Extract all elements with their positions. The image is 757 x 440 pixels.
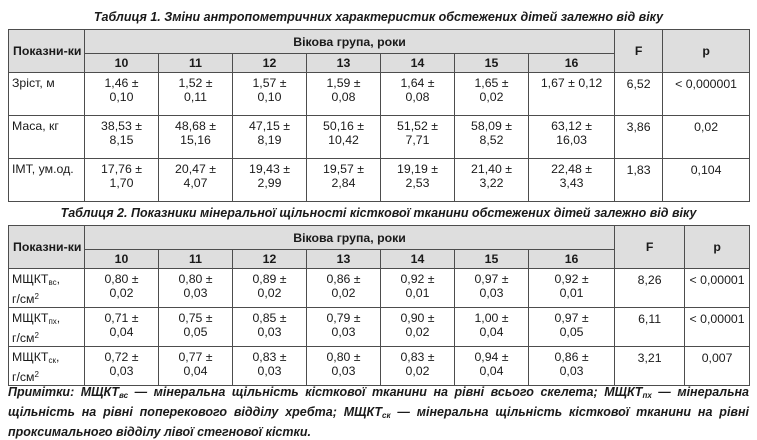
- row-label-line2: [12, 368, 84, 384]
- note-prefix: Примітки:: [8, 385, 81, 399]
- table2-group-header: Вікова група, роки: [85, 226, 615, 250]
- table1-age-cell: 10: [85, 54, 159, 73]
- table2-age-cell: 14: [381, 250, 455, 269]
- value-mean: 0,80 ±: [178, 272, 213, 286]
- value-sd: 0,02: [479, 90, 504, 104]
- value-sd: 7,71: [405, 133, 430, 147]
- row-label-line1: [12, 311, 84, 329]
- value-sd: 0,04: [479, 364, 504, 378]
- value-sd: 8,15: [109, 133, 134, 147]
- value-sd: 8,52: [479, 133, 504, 147]
- value-mean: 0,94 ±: [474, 350, 509, 364]
- table1-value-cell: [307, 159, 381, 202]
- value-mean: 0,86 ±: [554, 350, 589, 364]
- table2-value-cell: [233, 347, 307, 386]
- table2-value-cell: [233, 269, 307, 308]
- row-label-sub: пх: [48, 317, 57, 326]
- value-sd: [529, 90, 614, 104]
- table1-value-cell: [307, 73, 381, 116]
- table2-value-cell: [233, 308, 307, 347]
- table1-f-header: F: [615, 30, 663, 73]
- table2-row: [9, 308, 750, 347]
- table2-header-row: [9, 226, 750, 250]
- table2-p-cell: 0,007: [685, 347, 750, 386]
- table2-caption: Таблиця 2. Показники мінеральної щільності кісткової тканини обстежених дітей залежно від віку: [60, 206, 697, 220]
- value-mean: 1,59 ±: [326, 76, 361, 90]
- table1-p-cell: < 0,000001: [663, 73, 750, 116]
- value-sd: 0,08: [405, 90, 430, 104]
- row-label-sup: 2: [34, 370, 39, 379]
- value-sd: 0,02: [257, 286, 282, 300]
- value-mean: 19,43 ±: [249, 162, 290, 176]
- value-sd: 0,11: [183, 90, 208, 104]
- table2-value-cell: [307, 347, 381, 386]
- table2-value-cell: [381, 347, 455, 386]
- table2-value-cell: [307, 269, 381, 308]
- table1-value-cell: [307, 116, 381, 159]
- table2-f-cell: 6,11: [615, 308, 685, 347]
- table1-f-cell: 6,52: [615, 73, 663, 116]
- table2-value-cell: [159, 308, 233, 347]
- table1-age-cell: 12: [233, 54, 307, 73]
- table1-value-cell: [529, 159, 615, 202]
- row-label-unit: г/см: [12, 331, 35, 345]
- value-sd: 8,19: [257, 133, 282, 147]
- value-sd: 0,10: [257, 90, 282, 104]
- table1-value-cell: [159, 159, 233, 202]
- value-sd: 0,03: [257, 364, 282, 378]
- note-sub2: пх: [642, 391, 652, 400]
- table1-row-label: Зріст, м: [9, 73, 85, 116]
- value-mean: 0,80 ±: [326, 350, 361, 364]
- value-sd: 0,03: [109, 364, 134, 378]
- value-mean: 1,57 ±: [252, 76, 287, 90]
- row-label-main: МЩКТ: [12, 311, 49, 325]
- note-sub3: ск: [382, 411, 391, 420]
- table1-value-cell: [381, 73, 455, 116]
- table2-value-cell: [159, 347, 233, 386]
- row-label-line2: [12, 290, 84, 306]
- value-mean: 38,53 ±: [101, 119, 142, 133]
- table1-value-cell: [381, 159, 455, 202]
- value-mean: 0,83 ±: [252, 350, 287, 364]
- value-sd: 0,03: [559, 364, 584, 378]
- value-mean: 1,64 ±: [400, 76, 435, 90]
- value-sd: 10,42: [328, 133, 359, 147]
- table1-value-cell: [381, 116, 455, 159]
- table2-row-label: [9, 308, 85, 347]
- value-mean: 1,46 ±: [104, 76, 139, 90]
- value-sd: 16,03: [556, 133, 587, 147]
- table1-row: [9, 116, 750, 159]
- table1-caption: Таблиця 1. Зміни антропометричних характеристик обстежених дітей залежно від віку: [93, 10, 664, 24]
- table1-age-cell: 11: [159, 54, 233, 73]
- value-mean: 0,71 ±: [104, 311, 139, 325]
- value-sd: 0,05: [559, 325, 584, 339]
- table2-value-cell: [85, 269, 159, 308]
- table2-value-cell: [529, 269, 615, 308]
- table1-f-cell: 3,86: [615, 116, 663, 159]
- value-sd: 0,02: [331, 286, 356, 300]
- table1-value-cell: [233, 159, 307, 202]
- value-mean: 0,92 ±: [400, 272, 435, 286]
- value-mean: 51,52 ±: [397, 119, 438, 133]
- value-mean: 0,75 ±: [178, 311, 213, 325]
- table1-indicator-header: Показни-ки: [9, 30, 85, 73]
- table1-f-cell: 1,83: [615, 159, 663, 202]
- value-sd: 0,04: [479, 325, 504, 339]
- row-label-line1: [12, 350, 84, 368]
- table1-p-cell: 0,02: [663, 116, 750, 159]
- row-label-main: МЩКТ: [12, 350, 49, 364]
- value-sd: 2,53: [405, 176, 430, 190]
- table1-value-cell: [159, 73, 233, 116]
- value-sd: 2,99: [257, 176, 282, 190]
- value-mean: 21,40 ±: [471, 162, 512, 176]
- table1-age-cell: 13: [307, 54, 381, 73]
- value-mean: 1,52 ±: [178, 76, 213, 90]
- note-term1: МЩКТ: [80, 385, 120, 399]
- value-mean: 0,83 ±: [400, 350, 435, 364]
- value-mean: 0,77 ±: [178, 350, 213, 364]
- value-mean: 1,67 ± 0,12: [540, 76, 603, 90]
- value-sd: 0,03: [183, 286, 208, 300]
- value-sd: 0,02: [109, 286, 134, 300]
- table2-p-cell: < 0,00001: [685, 308, 750, 347]
- value-mean: 1,00 ±: [474, 311, 509, 325]
- table1-value-cell: [233, 73, 307, 116]
- table2-age-cell: 16: [529, 250, 615, 269]
- table1-header-row: [9, 30, 750, 54]
- table2-value-cell: [455, 347, 529, 386]
- value-sd: 0,04: [109, 325, 134, 339]
- value-mean: 58,09 ±: [471, 119, 512, 133]
- table2-f-cell: 8,26: [615, 269, 685, 308]
- value-sd: 0,02: [405, 325, 430, 339]
- table2-p-cell: < 0,00001: [685, 269, 750, 308]
- value-mean: 0,89 ±: [252, 272, 287, 286]
- row-label-unit: г/см: [12, 370, 35, 384]
- row-label-line1: [12, 272, 84, 290]
- value-sd: 0,03: [479, 286, 504, 300]
- table2-age-cell: 11: [159, 250, 233, 269]
- table1-value-cell: [529, 73, 615, 116]
- value-sd: 0,10: [109, 90, 134, 104]
- table2-value-cell: [85, 308, 159, 347]
- value-mean: 19,57 ±: [323, 162, 364, 176]
- table1-value-cell: [529, 116, 615, 159]
- table2-indicator-header: Показни-ки: [9, 226, 85, 269]
- value-sd: 0,04: [183, 364, 208, 378]
- table1-value-cell: [233, 116, 307, 159]
- table2-row: [9, 269, 750, 308]
- value-mean: 0,80 ±: [104, 272, 139, 286]
- value-mean: 20,47 ±: [175, 162, 216, 176]
- table2-row-label: [9, 269, 85, 308]
- table1-value-cell: [85, 73, 159, 116]
- table1-value-cell: [455, 116, 529, 159]
- value-mean: 0,79 ±: [326, 311, 361, 325]
- row-label-main: МЩКТ: [12, 272, 49, 286]
- value-mean: 0,90 ±: [400, 311, 435, 325]
- value-mean: 48,68 ±: [175, 119, 216, 133]
- table2-age-cell: 10: [85, 250, 159, 269]
- table2-row-label: [9, 347, 85, 386]
- table1-value-cell: [85, 159, 159, 202]
- table1-age-cell: 16: [529, 54, 615, 73]
- table2-p-header: p: [685, 226, 750, 269]
- row-label-line2: [12, 329, 84, 345]
- note-sub1: вс: [119, 391, 129, 400]
- note-term3: МЩКТ: [343, 405, 383, 419]
- table-notes: [8, 384, 749, 440]
- table1-anthropometric: [8, 29, 750, 202]
- note-def2: — мінеральна щільність на рівні поперекового відділу хребта;: [8, 385, 750, 419]
- value-mean: 19,19 ±: [397, 162, 438, 176]
- table1-p-header: p: [663, 30, 750, 73]
- table1-row: [9, 159, 750, 202]
- table1-value-cell: [85, 116, 159, 159]
- row-label-sub: вс: [48, 278, 57, 287]
- row-label-tail: ,: [56, 311, 61, 325]
- value-sd: 0,03: [331, 364, 356, 378]
- value-sd: 0,03: [331, 325, 356, 339]
- value-sd: 0,01: [405, 286, 430, 300]
- note-def1: — мінеральна щільність кісткової тканини на рівні всього скелета;: [128, 385, 605, 399]
- value-sd: 0,03: [257, 325, 282, 339]
- value-mean: 22,48 ±: [551, 162, 593, 176]
- value-sd: 0,05: [183, 325, 208, 339]
- table1-age-cell: 14: [381, 54, 455, 73]
- table2-value-cell: [307, 308, 381, 347]
- value-sd: 4,07: [183, 176, 208, 190]
- value-mean: 0,92 ±: [554, 272, 589, 286]
- value-sd: 3,43: [559, 176, 584, 190]
- table2-value-cell: [529, 347, 615, 386]
- table2-value-cell: [529, 308, 615, 347]
- table2-f-cell: 3,21: [615, 347, 685, 386]
- note-term2: МЩКТ: [604, 385, 643, 399]
- table1-value-cell: [455, 159, 529, 202]
- table1-row: [9, 73, 750, 116]
- value-mean: 63,12 ±: [551, 119, 593, 133]
- table2-age-cell: 13: [307, 250, 381, 269]
- value-mean: 0,86 ±: [326, 272, 361, 286]
- table2-value-cell: [85, 347, 159, 386]
- row-label-unit: г/см: [12, 292, 35, 306]
- value-mean: 0,85 ±: [252, 311, 287, 325]
- table1-row-label: ІМТ, ум.од.: [9, 159, 85, 202]
- row-label-sup: 2: [34, 292, 39, 301]
- note-def3: — мінеральна щільність кісткової тканини на рівні проксимального відділу лівої стегнової кістки.: [8, 405, 749, 439]
- value-mean: 0,97 ±: [554, 311, 589, 325]
- value-sd: 0,01: [559, 286, 584, 300]
- value-mean: 17,76 ±: [101, 162, 142, 176]
- table1-value-cell: [455, 73, 529, 116]
- value-mean: 0,72 ±: [104, 350, 139, 364]
- value-sd: 0,08: [331, 90, 356, 104]
- value-sd: 1,70: [109, 176, 134, 190]
- table2-age-cell: 15: [455, 250, 529, 269]
- table1-value-cell: [159, 116, 233, 159]
- table2-value-cell: [381, 269, 455, 308]
- table2-bone-density: [8, 225, 750, 386]
- table2-row: [9, 347, 750, 386]
- row-label-sup: 2: [34, 331, 39, 340]
- value-sd: 0,02: [405, 364, 430, 378]
- value-sd: 15,16: [180, 133, 211, 147]
- table2-age-cell: 12: [233, 250, 307, 269]
- row-label-tail: ,: [56, 272, 61, 286]
- value-mean: 1,65 ±: [474, 76, 509, 90]
- table1-row-label: Маса, кг: [9, 116, 85, 159]
- table2-value-cell: [159, 269, 233, 308]
- value-mean: 0,97 ±: [474, 272, 509, 286]
- row-label-sub: ск: [48, 356, 56, 365]
- table2-value-cell: [455, 269, 529, 308]
- table1-group-header: Вікова група, роки: [85, 30, 615, 54]
- table1-p-cell: 0,104: [663, 159, 750, 202]
- table2-value-cell: [381, 308, 455, 347]
- value-mean: 47,15 ±: [249, 119, 290, 133]
- table2-f-header: F: [615, 226, 685, 269]
- row-label-tail: ,: [55, 350, 60, 364]
- table1-age-cell: 15: [455, 54, 529, 73]
- value-sd: 2,84: [331, 176, 356, 190]
- value-sd: 3,22: [479, 176, 504, 190]
- table2-value-cell: [455, 308, 529, 347]
- value-mean: 50,16 ±: [323, 119, 364, 133]
